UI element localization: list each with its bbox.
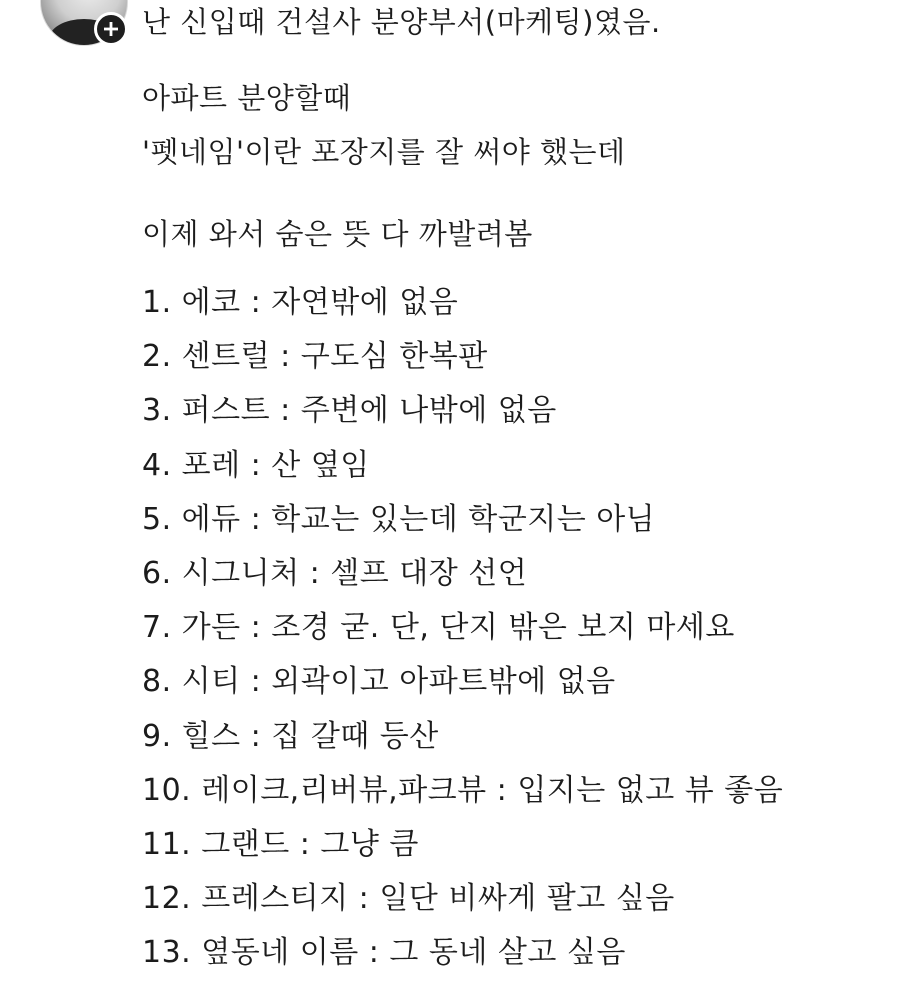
list-item: 10. 레이크,리버뷰,파크뷰 : 입지는 없고 뷰 좋음: [142, 772, 784, 808]
post-text-line: 이제 와서 숨은 뜻 다 까발려봄: [142, 217, 533, 251]
list-item: 8. 시티 : 외곽이고 아파트밖에 없음: [142, 664, 616, 700]
plus-icon: [103, 21, 119, 37]
list-item: 4. 포레 : 산 옆임: [142, 447, 370, 483]
follow-button[interactable]: [94, 12, 128, 46]
list-item: 7. 가든 : 조경 굳. 단, 단지 밖은 보지 마세요: [142, 610, 735, 646]
list-item: 12. 프레스티지 : 일단 비싸게 팔고 싶음: [142, 881, 675, 917]
list-item: 1. 에코 : 자연밖에 없음: [142, 285, 459, 320]
list-item: 2. 센트럴 : 구도심 한복판: [142, 339, 488, 375]
post-text-line: '펫네임'이란 포장지를 잘 써야 했는데: [142, 135, 626, 169]
post-paragraph-1: [142, 78, 626, 172]
post-text-line: 아파트 분양할때: [142, 81, 352, 115]
list-item: 3. 퍼스트 : 주변에 나밖에 없음: [142, 393, 557, 429]
list-item: 13. 옆동네 이름 : 그 동네 살고 싶음: [142, 935, 626, 971]
petname-list: [142, 283, 783, 987]
list-item: 11. 그랜드 : 그냥 큼: [142, 826, 419, 862]
post-first-line: 난 신입때 건설사 분양부서(마케팅)였음.: [142, 5, 661, 39]
author-avatar-group: [40, 0, 128, 46]
post-paragraph-2: [142, 214, 533, 254]
list-item: 5. 에듀 : 학교는 있는데 학군지는 아님: [142, 501, 656, 537]
list-item: 9. 힐스 : 집 갈때 등산: [142, 718, 439, 754]
list-item: 6. 시그니처 : 셀프 대장 선언: [142, 555, 528, 591]
